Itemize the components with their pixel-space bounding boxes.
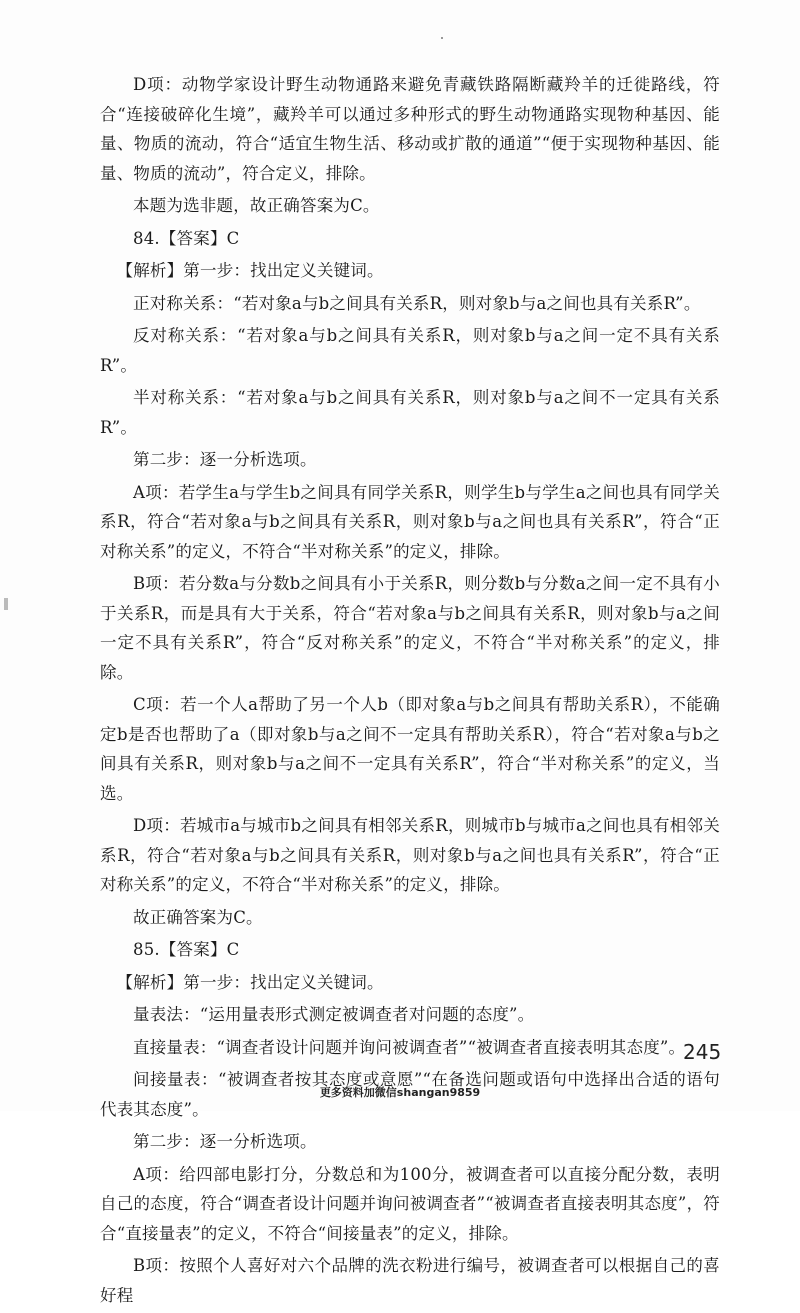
- paragraph-option-d-explanation: D项：动物学家设计野生动物通路来避免青藏铁路隔断藏羚羊的迁徙路线，符合“连接破碎化生境”，藏羚羊可以通过多种形式的野生动物通路实现物种基因、能量、物质的流动，符合“适宜生物生活、移动或扩散的通道”“便于实现物种基因、能量、物质的流动”，符合定义，排除。: [100, 75, 720, 183]
- analysis-step1-85: 【解析】第一步：找出定义关键词。: [116, 972, 384, 992]
- document-body: [100, 70, 720, 1313]
- analysis-step2-85: 第二步：逐一分析选项。: [133, 1132, 317, 1151]
- definition-positive-symmetric: 正对称关系：“若对象a与b之间具有关系R，则对象b与a之间也具有关系R”。: [133, 293, 701, 313]
- definition-antisymmetric: 反对称关系：“若对象a与b之间具有关系R，则对象b与a之间一定不具有关系R”。: [100, 326, 720, 375]
- option-b-85: B项：按照个人喜好对六个品牌的洗衣粉进行编号，被调查者可以根据自己的喜好程: [100, 1256, 720, 1305]
- option-a-85: A项：给四部电影打分，分数总和为100分，被调查者可以直接分配分数，表明自己的态度，符合“调查者设计问题并询问被调查者”“被调查者直接表明其态度”，符合“直接量表”的定义，不符合“间接量表”的定义，排除。: [100, 1164, 720, 1243]
- definition-scale-method: 量表法：“运用量表形式测定被调查者对问题的态度”。: [133, 1005, 535, 1024]
- analysis-step2-84: 第二步：逐一分析选项。: [133, 450, 317, 469]
- paragraph-q83-conclusion: 本题为选非题，故正确答案为C。: [133, 196, 380, 215]
- option-a-84: A项：若学生a与学生b之间具有同学关系R，则学生b与学生a之间也具有同学关系R，符合“若对象a与b之间具有关系R，则对象b与a之间也具有关系R”，符合“正对称关系”的定义，不符合“半对称关系”的定义，排除。: [100, 482, 720, 561]
- footer-note: 更多资料加微信shangan9859: [319, 1086, 481, 1099]
- page-number: 245: [683, 1040, 722, 1064]
- definition-direct-scale: 直接量表：“调查者设计问题并询问被调查者”“被调查者直接表明其态度”。: [133, 1037, 686, 1057]
- option-b-84: B项：若分数a与分数b之间具有小于关系R，则分数b与分数a之间一定不具有小于关系R，而是具有大于关系，符合“若对象a与b之间具有关系R，则对象b与a之间一定不具有关系R”，符合“反对称关系”的定义，不符合“半对称关系”的定义，排除。: [100, 574, 720, 682]
- definition-semisymmetric: 半对称关系：“若对象a与b之间具有关系R，则对象b与a之间不一定具有关系R”。: [100, 388, 720, 437]
- definition-indirect-scale: 间接量表：“被调查者按其态度或意愿”“在备选问题或语句中选择出合适的语句代表其态度”。: [100, 1070, 720, 1119]
- option-d-84: D项：若城市a与城市b之间具有相邻关系R，则城市b与城市a之间也具有相邻关系R，符合“若对象a与b之间具有关系R，则对象b与a之间也具有关系R”，符合“正对称关系”的定义，不符合“半对称关系”的定义，排除。: [100, 816, 720, 894]
- option-c-84: C项：若一个人a帮助了另一个人b（即对象a与b之间具有帮助关系R），不能确定b是否也帮助了a（即对象b与a之间不一定具有帮助关系R），符合“若对象a与b之间具有关系R，则对象b与a之间不一定具有关系R”，符合“半对称关系”的定义，当选。: [100, 695, 720, 803]
- scan-speck: [441, 37, 443, 39]
- answer-heading-84: 84.【答案】C: [133, 228, 240, 248]
- conclusion-84: 故正确答案为C。: [133, 907, 263, 927]
- answer-heading-85: 85.【答案】C: [133, 940, 240, 959]
- scan-margin-mark: [4, 598, 8, 610]
- analysis-step1-84: 【解析】第一步：找出定义关键词。: [116, 261, 384, 280]
